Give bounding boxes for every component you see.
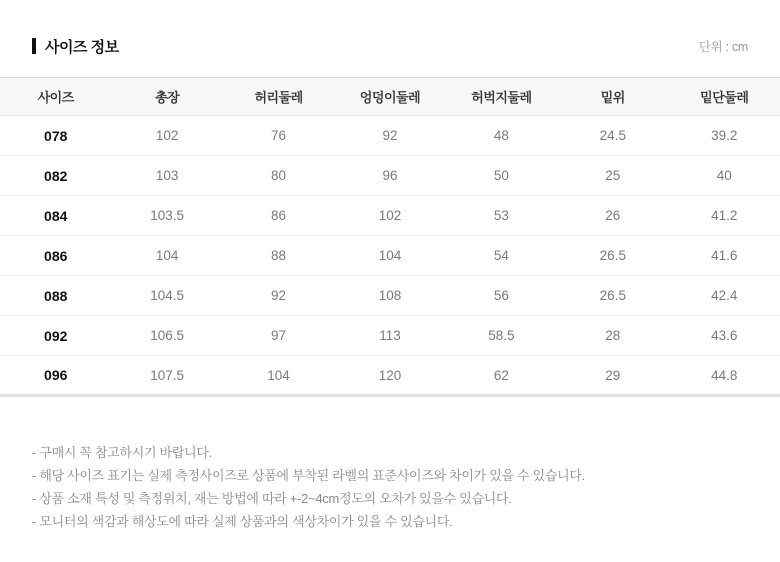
- cell-value: 26: [557, 196, 668, 236]
- size-table-body: [0, 116, 780, 396]
- column-header-waist: 허리둘레: [223, 78, 334, 116]
- unit-label: 단위 : cm: [698, 40, 748, 54]
- cell-value: 24.5: [557, 116, 668, 156]
- notes-section: [32, 441, 748, 533]
- cell-value: 50: [446, 156, 557, 196]
- cell-value: 40: [669, 156, 780, 196]
- size-value: 092: [0, 316, 111, 356]
- size-table: [0, 77, 780, 397]
- note-line: - 해당 사이즈 표기는 실제 측정사이즈로 상품에 부착된 라벨의 표준사이즈와 차이가 있을 수 있습니다.: [32, 468, 585, 483]
- size-table-head: [0, 78, 780, 116]
- cell-value: 41.2: [669, 196, 780, 236]
- cell-value: 43.6: [669, 316, 780, 356]
- cell-value: 76: [223, 116, 334, 156]
- cell-value: 58.5: [446, 316, 557, 356]
- cell-value: 102: [111, 116, 222, 156]
- column-header-rise: 밑위: [557, 78, 668, 116]
- cell-value: 104: [111, 236, 222, 276]
- section-header: [0, 0, 780, 58]
- note-line: - 모니터의 색감과 해상도에 따라 실제 상품과의 색상차이가 있을 수 있습니다.: [32, 514, 453, 529]
- table-row: [0, 276, 780, 316]
- cell-value: 26.5: [557, 236, 668, 276]
- cell-value: 104: [334, 236, 445, 276]
- cell-value: 108: [334, 276, 445, 316]
- cell-value: 88: [223, 236, 334, 276]
- table-row: [0, 116, 780, 156]
- cell-value: 56: [446, 276, 557, 316]
- cell-value: 103.5: [111, 196, 222, 236]
- cell-value: 42.4: [669, 276, 780, 316]
- cell-value: 48: [446, 116, 557, 156]
- cell-value: 26.5: [557, 276, 668, 316]
- cell-value: 62: [446, 356, 557, 396]
- cell-value: 104: [223, 356, 334, 396]
- cell-value: 92: [223, 276, 334, 316]
- column-header-size: 사이즈: [0, 78, 111, 116]
- cell-value: 54: [446, 236, 557, 276]
- note-line: - 구매시 꼭 참고하시기 바랍니다.: [32, 445, 212, 460]
- cell-value: 97: [223, 316, 334, 356]
- cell-value: 102: [334, 196, 445, 236]
- column-header-hip: 엉덩이둘레: [334, 78, 445, 116]
- cell-value: 113: [334, 316, 445, 356]
- size-value: 078: [0, 116, 111, 156]
- cell-value: 29: [557, 356, 668, 396]
- section-title-label: 사이즈 정보: [45, 38, 119, 56]
- cell-value: 104.5: [111, 276, 222, 316]
- size-value: 086: [0, 236, 111, 276]
- cell-value: 28: [557, 316, 668, 356]
- cell-value: 120: [334, 356, 445, 396]
- header-row: [0, 78, 780, 116]
- size-value: 084: [0, 196, 111, 236]
- cell-value: 92: [334, 116, 445, 156]
- cell-value: 44.8: [669, 356, 780, 396]
- size-value: 096: [0, 356, 111, 396]
- size-value: 088: [0, 276, 111, 316]
- title-accent-bar: [32, 38, 36, 54]
- size-value: 082: [0, 156, 111, 196]
- cell-value: 39.2: [669, 116, 780, 156]
- table-row: [0, 196, 780, 236]
- cell-value: 106.5: [111, 316, 222, 356]
- cell-value: 25: [557, 156, 668, 196]
- cell-value: 107.5: [111, 356, 222, 396]
- table-row: [0, 156, 780, 196]
- cell-value: 80: [223, 156, 334, 196]
- cell-value: 53: [446, 196, 557, 236]
- cell-value: 41.6: [669, 236, 780, 276]
- table-row: [0, 236, 780, 276]
- column-header-hem: 밑단둘레: [669, 78, 780, 116]
- section-title: [32, 36, 119, 57]
- table-row: [0, 356, 780, 396]
- note-line: - 상품 소재 특성 및 측정위치, 재는 방법에 따라 +-2~4cm정도의 오차가 있을수 있습니다.: [32, 491, 512, 506]
- cell-value: 96: [334, 156, 445, 196]
- table-row: [0, 316, 780, 356]
- column-header-thigh: 허벅지둘레: [446, 78, 557, 116]
- column-header-total-length: 총장: [111, 78, 222, 116]
- cell-value: 103: [111, 156, 222, 196]
- cell-value: 86: [223, 196, 334, 236]
